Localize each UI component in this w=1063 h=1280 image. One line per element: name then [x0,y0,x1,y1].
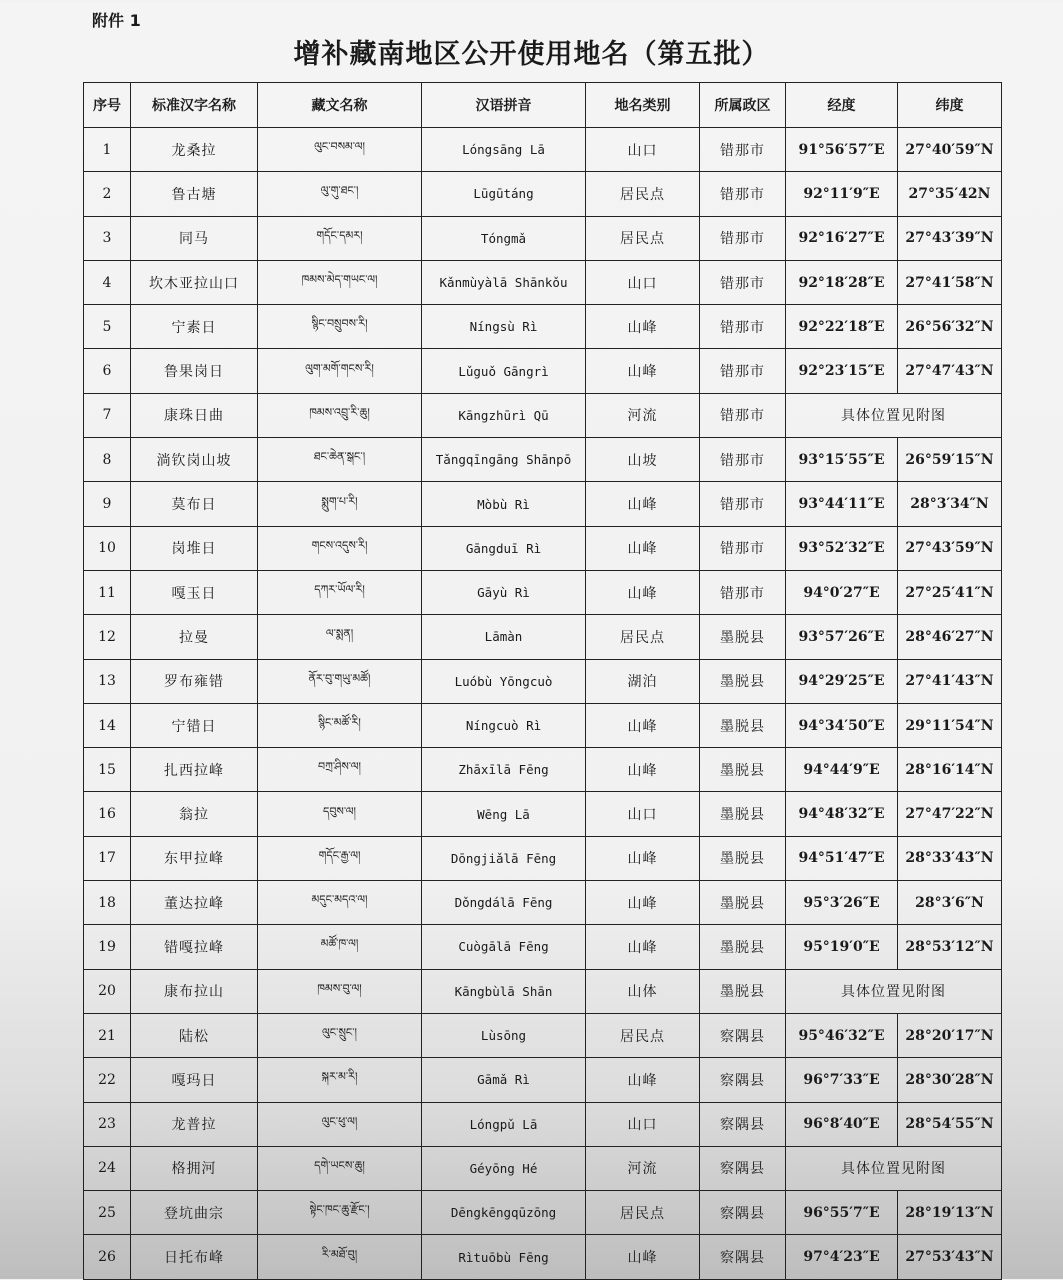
cell-pinyin: Tǎngqīngāng Shānpō [422,438,586,482]
cell-longitude: 96°7′33″E [786,1058,898,1102]
cell-district: 墨脱县 [700,703,786,747]
cell-longitude: 92°22′18″E [786,305,898,349]
cell-no: 20 [84,969,131,1013]
cell-district: 察隅县 [700,1146,786,1190]
cell-pinyin: Wēng Lā [422,792,586,836]
cell-location-note: 具体位置见附图 [786,969,1002,1013]
cell-longitude: 91°56′57″E [786,128,898,172]
header-district: 所属政区 [700,83,786,128]
cell-longitude: 94°0′27″E [786,570,898,614]
cell-tibetan: སྨུག་པ་རི། [258,482,422,526]
table-row [84,438,1002,482]
cell-latitude: 27°41′58″N [898,260,1002,304]
cell-tibetan: དབུས་ལ། [258,792,422,836]
cell-category: 山峰 [586,925,700,969]
cell-tibetan: ནོར་བུ་གཡུ་མཚོ། [258,659,422,703]
header-tibetan: 藏文名称 [258,83,422,128]
cell-category: 河流 [586,1146,700,1190]
cell-category: 河流 [586,393,700,437]
cell-name: 鲁古塘 [131,172,258,216]
table-row [84,925,1002,969]
cell-latitude: 28°3′34″N [898,482,1002,526]
cell-tibetan: མདུང་མདའ་ལ། [258,881,422,925]
cell-latitude: 28°3′6″N [898,881,1002,925]
cell-tibetan: ལུ་གུ་ཐང་། [258,172,422,216]
cell-pinyin: Lūgūtáng [422,172,586,216]
cell-no: 22 [84,1058,131,1102]
cell-longitude: 96°55′7″E [786,1191,898,1235]
cell-category: 居民点 [586,1191,700,1235]
cell-tibetan: བཀྲ་ཤིས་ལ། [258,748,422,792]
cell-longitude: 94°34′50″E [786,703,898,747]
cell-pinyin: Lāmàn [422,615,586,659]
cell-category: 山峰 [586,349,700,393]
cell-name: 罗布雍错 [131,659,258,703]
cell-district: 墨脱县 [700,925,786,969]
cell-no: 5 [84,305,131,349]
cell-pinyin: Níngsù Rì [422,305,586,349]
cell-category: 山口 [586,1102,700,1146]
cell-tibetan: མཚོ་ཁ་ལ། [258,925,422,969]
cell-tibetan: གདོང་རྒྱ་ལ། [258,836,422,880]
cell-pinyin: Zhāxīlā Fēng [422,748,586,792]
cell-pinyin: Dōngjiǎlā Fēng [422,836,586,880]
cell-pinyin: Kǎnmùyàlā Shānkǒu [422,260,586,304]
cell-no: 8 [84,438,131,482]
cell-category: 山口 [586,128,700,172]
cell-district: 错那市 [700,349,786,393]
cell-no: 10 [84,526,131,570]
cell-longitude: 95°46′32″E [786,1013,898,1057]
cell-category: 山坡 [586,438,700,482]
cell-latitude: 27°43′39″N [898,216,1002,260]
cell-category: 山体 [586,969,700,1013]
cell-name: 岗堆日 [131,526,258,570]
cell-longitude: 94°51′47″E [786,836,898,880]
cell-category: 山峰 [586,881,700,925]
cell-latitude: 27°41′43″N [898,659,1002,703]
table-row [84,1058,1002,1102]
cell-pinyin: Níngcuò Rì [422,703,586,747]
cell-category: 山峰 [586,703,700,747]
header-name: 标准汉字名称 [131,83,258,128]
cell-tibetan: ལུང་ཕུ་ལ། [258,1102,422,1146]
cell-pinyin: Rìtuōbù Fēng [422,1235,586,1279]
table-row [84,969,1002,1013]
cell-latitude: 28°33′43″N [898,836,1002,880]
cell-no: 16 [84,792,131,836]
cell-latitude: 27°53′43″N [898,1235,1002,1279]
cell-longitude: 94°29′25″E [786,659,898,703]
cell-tibetan: ཁམས་བུ་ལ། [258,969,422,1013]
cell-district: 错那市 [700,393,786,437]
cell-district: 察隅县 [700,1191,786,1235]
cell-no: 17 [84,836,131,880]
cell-no: 24 [84,1146,131,1190]
table-row [84,526,1002,570]
cell-district: 错那市 [700,482,786,526]
cell-latitude: 28°20′17″N [898,1013,1002,1057]
cell-tibetan: རི་མཐོ་བུ། [258,1235,422,1279]
table-row [84,1102,1002,1146]
cell-no: 15 [84,748,131,792]
cell-district: 墨脱县 [700,969,786,1013]
table-row [84,615,1002,659]
cell-latitude: 27°25′41″N [898,570,1002,614]
page-title: 增补藏南地区公开使用地名（第五批） [293,39,770,70]
header-latitude: 纬度 [898,83,1002,128]
cell-no: 18 [84,881,131,925]
cell-pinyin: Géyōng Hé [422,1146,586,1190]
cell-no: 2 [84,172,131,216]
table-row [84,1191,1002,1235]
cell-tibetan: གདོང་དམར། [258,216,422,260]
cell-name: 拉曼 [131,615,258,659]
cell-name: 淌钦岗山坡 [131,438,258,482]
cell-category: 山峰 [586,836,700,880]
cell-no: 23 [84,1102,131,1146]
cell-no: 13 [84,659,131,703]
cell-pinyin: Dēngkēngqūzōng [422,1191,586,1235]
cell-name: 康珠日曲 [131,393,258,437]
cell-category: 居民点 [586,172,700,216]
cell-district: 察隅县 [700,1102,786,1146]
cell-district: 察隅县 [700,1058,786,1102]
cell-longitude: 94°44′9″E [786,748,898,792]
cell-location-note: 具体位置见附图 [786,1146,1002,1190]
cell-longitude: 92°18′28″E [786,260,898,304]
cell-no: 6 [84,349,131,393]
cell-tibetan: སྙིང་བསྲུབས་རི། [258,305,422,349]
header-pinyin: 汉语拼音 [422,83,586,128]
table-row [84,570,1002,614]
cell-tibetan: གངས་འདུས་རི། [258,526,422,570]
cell-tibetan: དཀར་ཡོལ་རི། [258,570,422,614]
cell-name: 宁素日 [131,305,258,349]
cell-latitude: 29°11′54″N [898,703,1002,747]
cell-longitude: 93°44′11″E [786,482,898,526]
cell-longitude: 93°15′55″E [786,438,898,482]
cell-longitude: 97°4′23″E [786,1235,898,1279]
cell-category: 山峰 [586,1058,700,1102]
cell-latitude: 28°30′28″N [898,1058,1002,1102]
cell-pinyin: Kāngzhūrì Qū [422,393,586,437]
cell-latitude: 27°47′22″N [898,792,1002,836]
cell-name: 东甲拉峰 [131,836,258,880]
cell-name: 莫布日 [131,482,258,526]
table-row [84,305,1002,349]
cell-district: 错那市 [700,526,786,570]
cell-name: 嘎玛日 [131,1058,258,1102]
cell-name: 董达拉峰 [131,881,258,925]
cell-name: 错嘎拉峰 [131,925,258,969]
cell-latitude: 27°43′59″N [898,526,1002,570]
cell-longitude: 92°16′27″E [786,216,898,260]
cell-district: 墨脱县 [700,748,786,792]
cell-no: 4 [84,260,131,304]
table-row [84,172,1002,216]
cell-tibetan: སྙིང་མཚོ་རི། [258,703,422,747]
table-row [84,1013,1002,1057]
cell-latitude: 28°53′12″N [898,925,1002,969]
table-row [84,792,1002,836]
cell-no: 21 [84,1013,131,1057]
cell-latitude: 26°56′32″N [898,305,1002,349]
header-category: 地名类别 [586,83,700,128]
cell-tibetan: ལ་སྨན། [258,615,422,659]
cell-longitude: 94°48′32″E [786,792,898,836]
cell-category: 山峰 [586,526,700,570]
cell-district: 错那市 [700,172,786,216]
cell-name: 康布拉山 [131,969,258,1013]
cell-district: 察隅县 [700,1235,786,1279]
cell-latitude: 27°35′42N [898,172,1002,216]
cell-district: 错那市 [700,305,786,349]
cell-tibetan: ཁམས་མེད་གཡང་ལ། [258,260,422,304]
table-row [84,1235,1002,1279]
cell-name: 登坑曲宗 [131,1191,258,1235]
cell-latitude: 27°40′59″N [898,128,1002,172]
cell-latitude: 28°46′27″N [898,615,1002,659]
table-row [84,836,1002,880]
cell-longitude: 93°57′26″E [786,615,898,659]
cell-tibetan: དགེ་ཡངས་ཆུ། [258,1146,422,1190]
cell-no: 7 [84,393,131,437]
cell-district: 墨脱县 [700,659,786,703]
cell-tibetan: ལུག་མགོ་གངས་རི། [258,349,422,393]
cell-tibetan: སྟེང་ཁང་ཆུ་རྫོང་། [258,1191,422,1235]
cell-district: 错那市 [700,216,786,260]
header-longitude: 经度 [786,83,898,128]
cell-category: 山峰 [586,748,700,792]
cell-no: 14 [84,703,131,747]
cell-district: 错那市 [700,260,786,304]
cell-name: 龙普拉 [131,1102,258,1146]
table-row [84,482,1002,526]
cell-no: 11 [84,570,131,614]
cell-district: 墨脱县 [700,615,786,659]
table-row [84,748,1002,792]
cell-category: 山峰 [586,570,700,614]
cell-name: 宁错日 [131,703,258,747]
cell-category: 居民点 [586,615,700,659]
cell-district: 墨脱县 [700,836,786,880]
cell-no: 12 [84,615,131,659]
cell-name: 同马 [131,216,258,260]
header-no: 序号 [84,83,131,128]
cell-tibetan: ཐང་ཆེན་སྒང་། [258,438,422,482]
cell-category: 居民点 [586,216,700,260]
cell-tibetan: སྐར་མ་རི། [258,1058,422,1102]
cell-latitude: 26°59′15″N [898,438,1002,482]
table-row [84,216,1002,260]
table-body [84,128,1002,1280]
cell-pinyin: Tóngmǎ [422,216,586,260]
cell-district: 察隅县 [700,1013,786,1057]
table-row [84,128,1002,172]
cell-longitude: 95°3′26″E [786,881,898,925]
cell-no: 19 [84,925,131,969]
table-row [84,260,1002,304]
cell-pinyin: Cuògālā Fēng [422,925,586,969]
cell-pinyin: Kāngbùlā Shān [422,969,586,1013]
cell-district: 墨脱县 [700,881,786,925]
cell-name: 鲁果岗日 [131,349,258,393]
cell-longitude: 92°11′9″E [786,172,898,216]
cell-category: 山口 [586,792,700,836]
cell-location-note: 具体位置见附图 [786,393,1002,437]
cell-district: 错那市 [700,570,786,614]
cell-latitude: 27°47′43″N [898,349,1002,393]
cell-pinyin: Lǔguǒ Gāngrì [422,349,586,393]
cell-district: 错那市 [700,438,786,482]
cell-pinyin: Mòbù Rì [422,482,586,526]
place-names-table [83,82,1002,1280]
table-row [84,349,1002,393]
cell-pinyin: Lùsōng [422,1013,586,1057]
cell-category: 山峰 [586,482,700,526]
cell-latitude: 28°54′55″N [898,1102,1002,1146]
cell-category: 湖泊 [586,659,700,703]
cell-name: 日托布峰 [131,1235,258,1279]
cell-no: 9 [84,482,131,526]
table-row [84,703,1002,747]
cell-tibetan: ཁམས་འབྲུ་རི་ཆུ། [258,393,422,437]
attachment-label: 附件 1 [92,11,141,30]
cell-pinyin: Gāyù Rì [422,570,586,614]
cell-district: 墨脱县 [700,792,786,836]
cell-name: 陆松 [131,1013,258,1057]
cell-category: 居民点 [586,1013,700,1057]
cell-longitude: 92°23′15″E [786,349,898,393]
cell-name: 嘎玉日 [131,570,258,614]
cell-longitude: 96°8′40″E [786,1102,898,1146]
cell-pinyin: Luóbù Yōngcuò [422,659,586,703]
cell-pinyin: Lóngpǔ Lā [422,1102,586,1146]
cell-pinyin: Gāngduī Rì [422,526,586,570]
cell-no: 3 [84,216,131,260]
cell-pinyin: Lóngsāng Lā [422,128,586,172]
cell-name: 龙桑拉 [131,128,258,172]
cell-category: 山峰 [586,1235,700,1279]
table-row [84,1146,1002,1190]
cell-latitude: 28°16′14″N [898,748,1002,792]
cell-category: 山口 [586,260,700,304]
cell-pinyin: Dǒngdálā Fēng [422,881,586,925]
table-row [84,881,1002,925]
cell-tibetan: ལུང་སྲུང་། [258,1013,422,1057]
table-header-row [84,83,1002,128]
cell-name: 扎西拉峰 [131,748,258,792]
cell-district: 错那市 [700,128,786,172]
cell-category: 山峰 [586,305,700,349]
cell-name: 坎木亚拉山口 [131,260,258,304]
table-row [84,659,1002,703]
cell-tibetan: ལུང་བསམ་ལ། [258,128,422,172]
cell-pinyin: Gāmǎ Rì [422,1058,586,1102]
cell-name: 翁拉 [131,792,258,836]
cell-longitude: 95°19′0″E [786,925,898,969]
cell-no: 25 [84,1191,131,1235]
cell-name: 格拥河 [131,1146,258,1190]
cell-no: 1 [84,128,131,172]
cell-no: 26 [84,1235,131,1279]
cell-latitude: 28°19′13″N [898,1191,1002,1235]
cell-longitude: 93°52′32″E [786,526,898,570]
table-row [84,393,1002,437]
